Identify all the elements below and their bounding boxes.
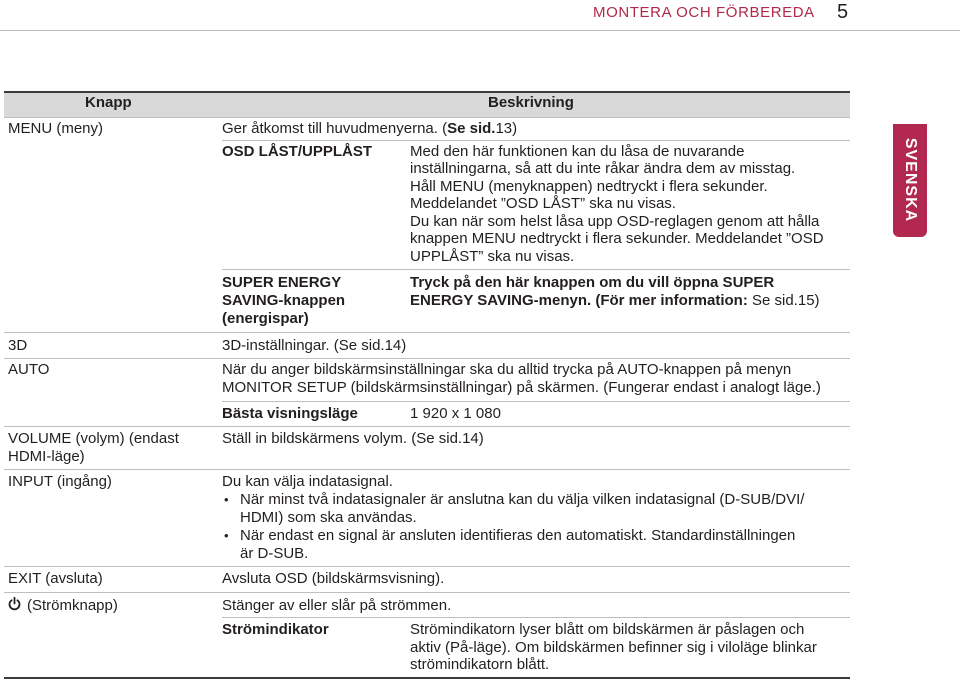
input-bullet-2-line-2: är D-SUB. xyxy=(240,545,309,562)
bullet-2: • xyxy=(224,528,229,543)
menu-label: MENU (meny) xyxy=(8,120,104,137)
best-mode-label: Bästa visningsläge xyxy=(222,405,358,422)
volume-label-2: HDMI-läge) xyxy=(8,448,85,465)
input-bullet-1-line-2: HDMI) som ska användas. xyxy=(240,509,417,526)
power-indicator-line-2: aktiv (På-läge). Om bildskärmen befinner sig i viloläge blinkar xyxy=(410,639,817,656)
menu-description-text: Ger åtkomst till huvudmenyerna. ( xyxy=(222,120,448,137)
row-divider xyxy=(4,592,850,593)
input-bullet-2-line-1: När endast en signal är ansluten identifieras den automatiskt. Standardinställningen xyxy=(240,527,796,544)
page-number: 5 xyxy=(837,1,849,23)
auto-subtable-divider xyxy=(222,401,850,402)
osd-line-5: Du kan när som helst låsa upp OSD-reglagen genom att hålla xyxy=(410,213,820,230)
section-title: MONTERA OCH FÖRBEREDA xyxy=(593,4,815,21)
super-energy-label-1: SUPER ENERGY xyxy=(222,274,342,291)
row-divider xyxy=(4,469,850,470)
row-divider xyxy=(4,566,850,567)
osd-divider xyxy=(222,269,850,270)
menu-subtable-divider xyxy=(222,140,850,141)
exit-label: EXIT (avsluta) xyxy=(8,570,103,587)
best-mode-value: 1 920 x 1 080 xyxy=(410,405,501,422)
auto-desc-2: MONITOR SETUP (bildskärmsinställningar) på skärmen. (Fungerar endast i analogt läge.) xyxy=(222,379,821,396)
menu-description-page: 13) xyxy=(495,120,518,137)
row-divider xyxy=(4,358,850,359)
power-description: Stänger av eller slår på strömmen. xyxy=(222,597,452,614)
power-subtable-divider xyxy=(222,617,850,618)
super-energy-label-3: (energispar) xyxy=(222,310,309,327)
osd-line-3: Håll MENU (menyknappen) nedtryckt i flera sekunder. xyxy=(410,178,768,195)
osd-lock-label: OSD LÅST/UPPLÅST xyxy=(222,143,373,160)
volume-description: Ställ in bildskärmens volym. (Se sid.14) xyxy=(222,430,484,447)
bullet-1: • xyxy=(224,492,229,507)
power-indicator-line-3: strömindikatorn blått. xyxy=(410,656,550,673)
row-divider xyxy=(4,117,850,118)
osd-line-7: UPPLÅST” ska nu visas. xyxy=(410,248,575,265)
osd-line-1: Med den här funktionen kan du låsa de nuvarande xyxy=(410,143,745,160)
auto-desc-1: När du anger bildskärmsinställningar ska du alltid trycka på AUTO-knappen på menyn xyxy=(222,361,792,378)
power-icon xyxy=(8,597,21,616)
row-divider xyxy=(4,332,850,333)
input-label: INPUT (ingång) xyxy=(8,473,112,490)
three-d-description: 3D-inställningar. (Se sid.14) xyxy=(222,337,407,354)
osd-line-6: knappen MENU nedtryckt i flera sekunder. Meddelandet ”OSD xyxy=(410,230,824,247)
menu-description xyxy=(222,120,517,138)
super-energy-desc-2 xyxy=(410,292,820,310)
super-energy-desc-2-ref: Se sid.15) xyxy=(747,292,820,309)
super-energy-desc-1: Tryck på den här knappen om du vill öppna SUPER xyxy=(410,274,775,291)
three-d-label: 3D xyxy=(8,337,28,354)
header-divider xyxy=(0,30,960,31)
language-tab-label: SVENSKA xyxy=(902,137,919,223)
power-label xyxy=(8,597,118,616)
column-header-description: Beskrivning xyxy=(488,94,574,111)
osd-line-4: Meddelandet ”OSD LÅST” ska nu visas. xyxy=(410,195,676,212)
input-bullet-1-line-1: När minst två indatasignaler är anslutna kan du välja vilken indatasignal (D-SUB/DVI/ xyxy=(240,491,805,508)
volume-label-1: VOLUME (volym) (endast xyxy=(8,430,179,447)
auto-label: AUTO xyxy=(8,361,50,378)
power-label-text: (Strömknapp) xyxy=(27,597,118,615)
osd-line-2: inställningarna, så att du inte råkar ändra dem av misstag. xyxy=(410,160,796,177)
super-energy-label-2: SAVING-knappen xyxy=(222,292,346,309)
power-indicator-label: Strömindikator xyxy=(222,621,329,638)
power-indicator-line-1: Strömindikatorn lyser blått om bildskärmen är påslagen och xyxy=(410,621,805,638)
table-bottom-border xyxy=(4,677,850,679)
exit-description: Avsluta OSD (bildskärmsvisning). xyxy=(222,570,445,587)
row-divider xyxy=(4,426,850,427)
menu-description-ref: Se sid. xyxy=(447,120,496,137)
column-header-button: Knapp xyxy=(85,94,132,111)
input-intro: Du kan välja indatasignal. xyxy=(222,473,393,490)
super-energy-desc-2-bold: ENERGY SAVING-menyn. (För mer information: xyxy=(410,292,748,309)
